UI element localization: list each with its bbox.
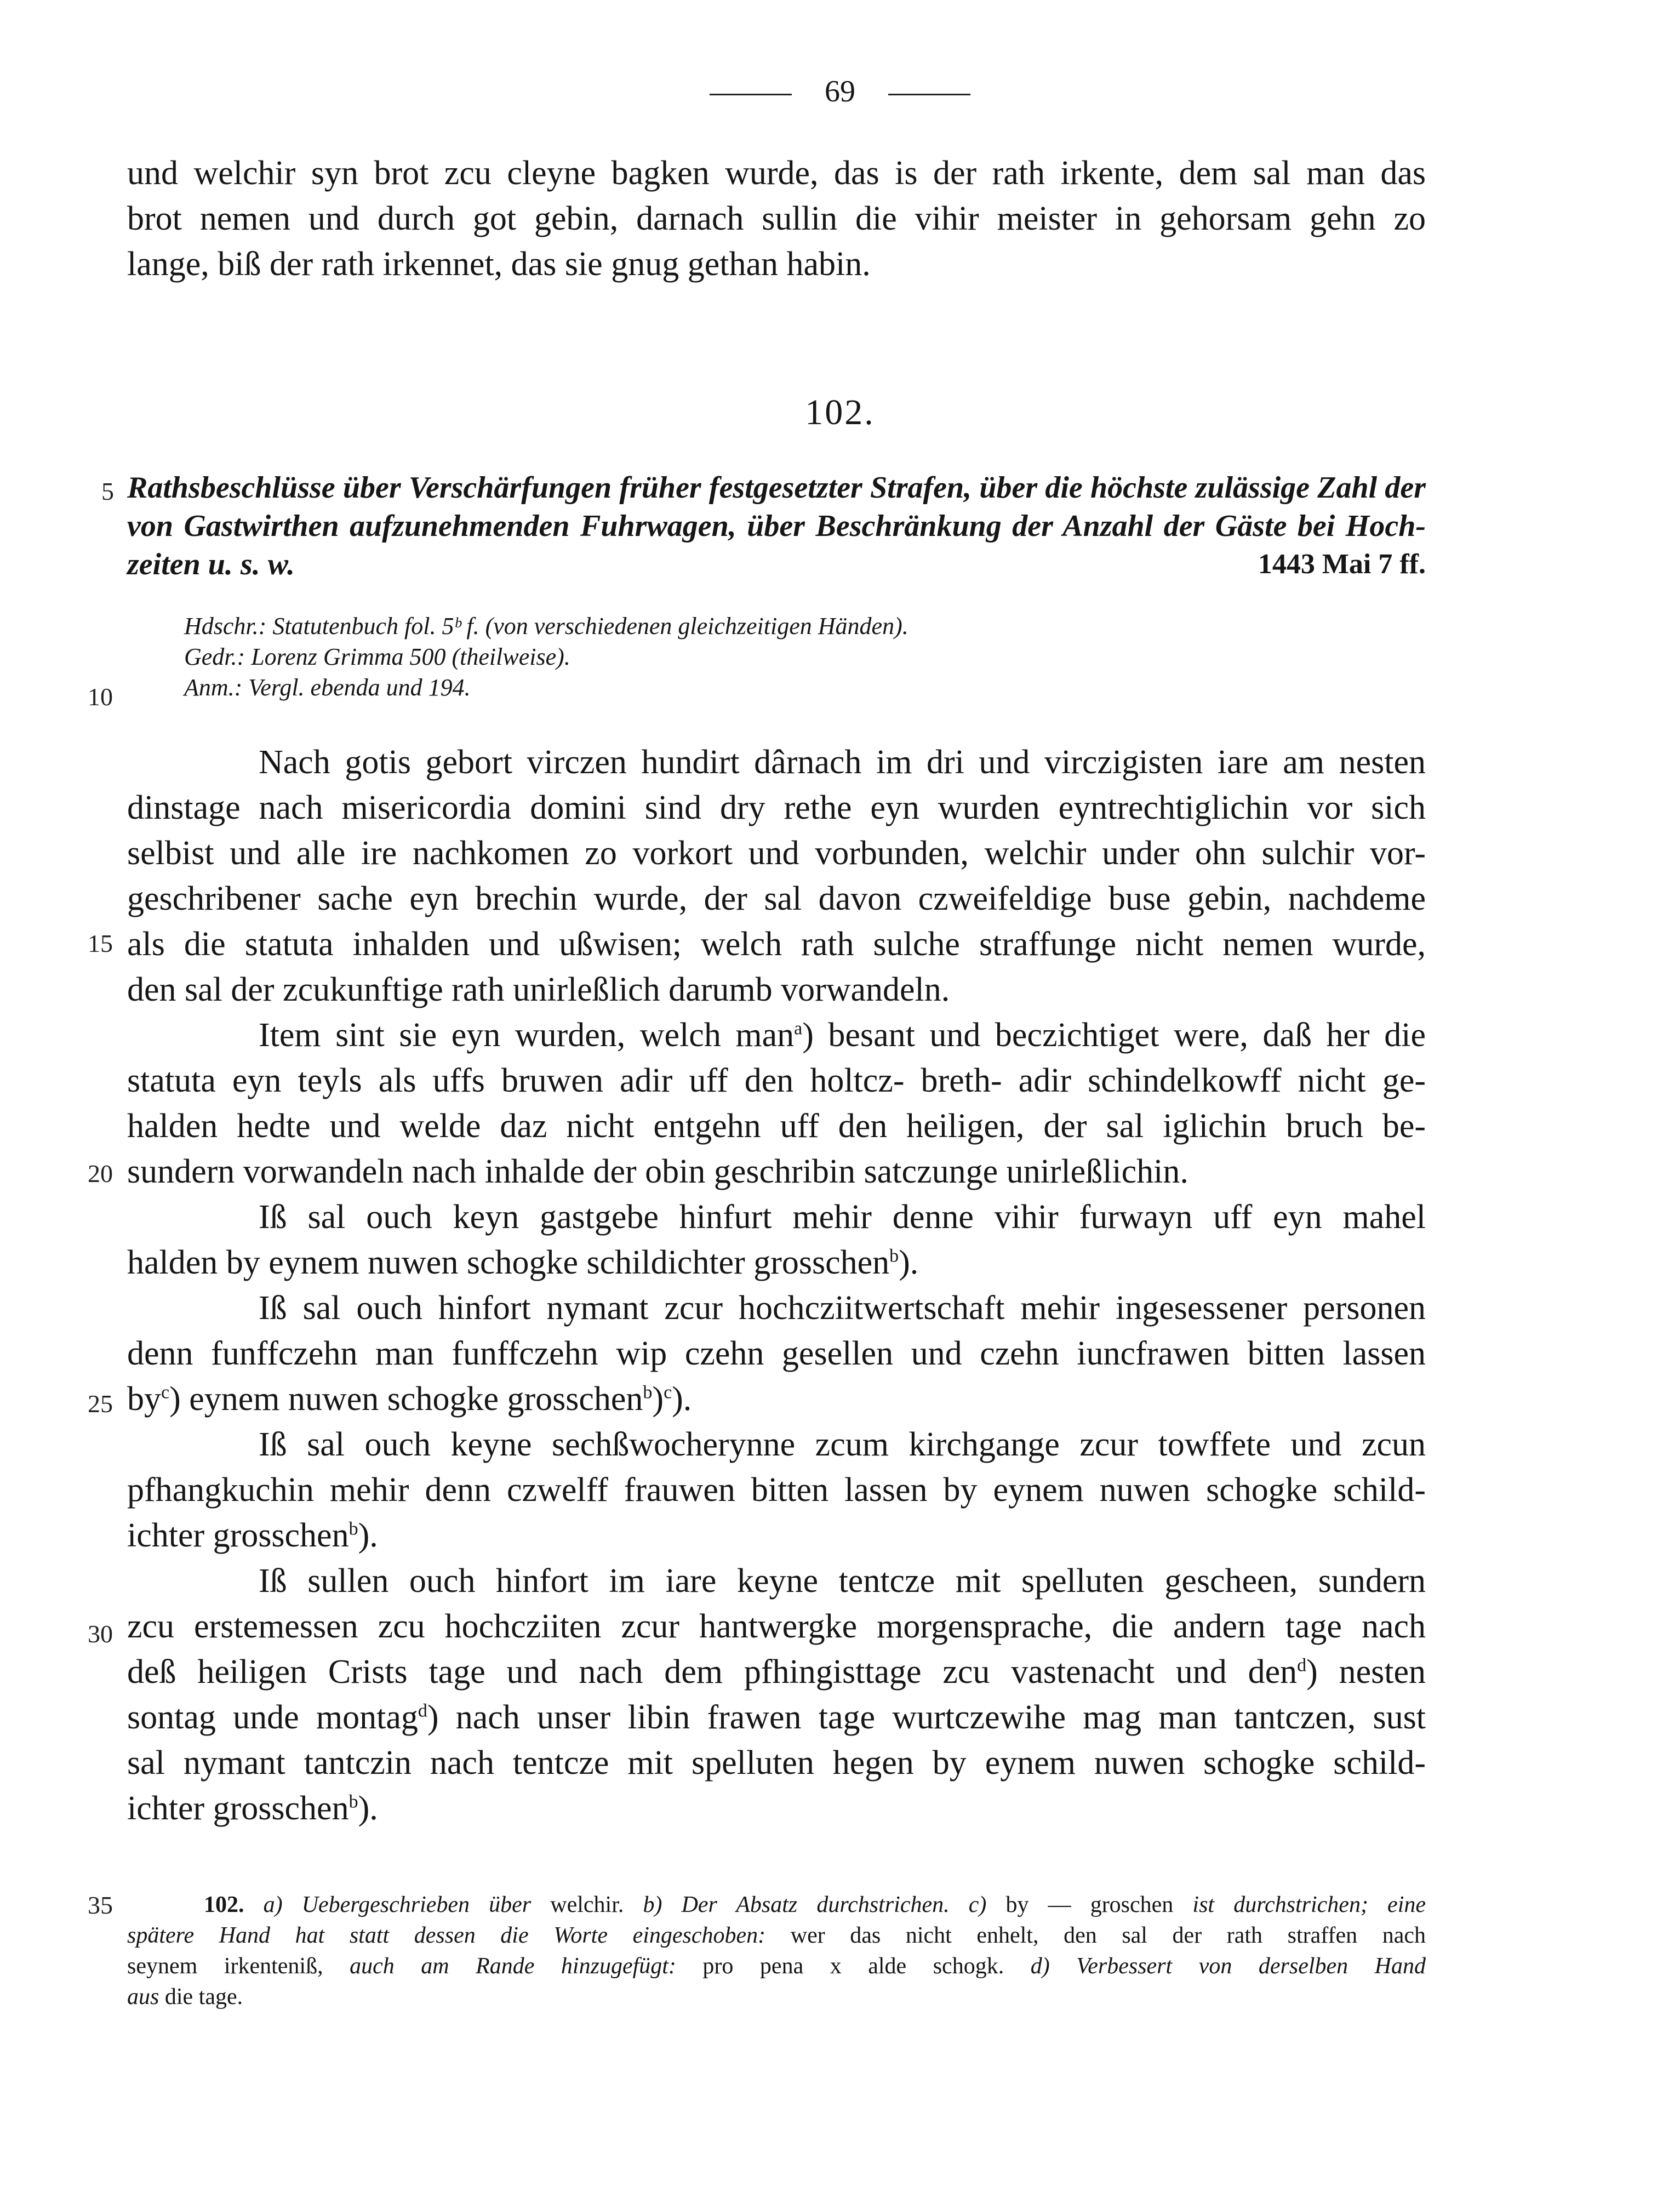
footnote-c-text: ist durchstrichen; eine [1192,1892,1426,1917]
text-line: geschribener sache eyn brechin wurde, der sal davon czweifeldige buse gebin, nachdeme [127,880,1426,917]
footnote-mark: c [664,1382,672,1403]
footnote-mark: b [348,1518,358,1539]
text-line: lange, biß der rath irkennet, das sie gnug gethan habin. [127,246,871,283]
regest-line: von Gastwirthen aufzunehmenden Fuhrwagen, über Beschränkung der Anzahl der Gäste bei Hoch- [127,509,1426,543]
document-body [127,740,1426,1831]
text-line: sal nymant tantczin nach tentcze mit spelluten hegen by eynem nuwen schogke schild- [127,1744,1426,1782]
text-line: zcu erstemessen zcu hochcziiten zcur hantwergke morgensprache, die andern tage nach [127,1608,1426,1645]
text-run: ichter grosschen [127,1790,349,1827]
regest-date: 1443 Mai 7 ff. [1258,549,1426,580]
footnote-word: pro pena x alde schogk. [702,1954,1004,1979]
text-run: ) eynem nuwen schogke grosschen [169,1380,643,1418]
text-line: pfhangkuchin mehir denn czwelff frauwen bitten lassen by eynem nuwen schogke schild- [127,1471,1426,1509]
header-rule-right [888,94,970,95]
text-line: Iß sullen ouch hinfort im iare keyne tentcze mit spelluten gescheen, sundern [259,1562,1426,1600]
footnote-mark: b [643,1382,653,1403]
text-line: denn funffczehn man funffczehn wip czehn gesellen und czehn iuncfrawen bitten lassen [127,1335,1426,1372]
footnote-line [127,1889,1426,1920]
footnote-mark: c [161,1382,170,1403]
source-remark: Anm.: Vergl. ebenda und 194. [184,674,471,701]
source-printed: Gedr.: Lorenz Grimma 500 (theilweise). [184,643,570,670]
header-rule-left [710,94,792,95]
text-line: statuta eyn teyls als uffs bruwen adir uff den holtcz- breth- adir schindelkowff nicht ge- [127,1062,1426,1099]
footnote-word: seynem irkenteniß, [127,1954,323,1979]
footnote-word: by — groschen [1005,1892,1174,1917]
text-run: by [127,1380,161,1418]
footnote-a: a) Uebergeschrieben über [263,1892,532,1917]
page-header [0,74,1680,109]
text-line [127,1240,1426,1286]
text-line: den sal der zcukunftige rath unirleßlich darumb vorwandeln. [127,971,950,1008]
line-number: 15 [88,929,113,957]
text-run: ). [899,1244,919,1281]
footnote-line [127,1982,1426,2012]
text-line: Iß sal ouch hinfort nymant zcur hochcziitwertschaft mehir ingesessener personen [259,1289,1426,1327]
footnote-mark: a [794,1018,803,1039]
text-line: als die statuta inhalden und ußwisen; welch rath sulche straffunge nicht nemen wurde, [127,926,1426,963]
text-line [127,1786,1426,1831]
text-line: selbist und alle ire nachkomen zo vorkort und vorbunden, welchir under ohn sulchir vor- [127,835,1426,872]
line-number: 20 [88,1160,113,1188]
footnote-word: die tage. [164,1984,243,2009]
footnote-c-text: auch am Rande hinzugefügt: [350,1954,676,1979]
continuation-text [127,151,1426,287]
text-run: ) [652,1380,664,1418]
text-line: und welchir syn brot zcu cleyne bagken wurde, das is der rath irkente, dem sal man das [127,155,1426,192]
line-number: 35 [88,1891,113,1919]
text-line: sundern vorwandeln nach inhalde der obin geschribin satczunge unirleßlichin. [127,1153,1188,1190]
document-number: 102. [805,392,875,432]
footnote-doc-number: 102. [204,1892,244,1917]
regest-line: zeiten u. s. w. [127,547,295,581]
text-run: Item sint sie eyn wurden, welch man [259,1017,795,1054]
footnote-b: b) Der Absatz durchstrichen. [643,1892,950,1917]
footnote-line [127,1951,1426,1982]
text-line [127,1013,1426,1058]
footnotes [127,1889,1426,2012]
text-line [127,1695,1426,1740]
text-line: Iß sal ouch keyne sechßwocherynne zcum kirchgange zcur towffete und zcun [259,1426,1426,1463]
line-number: 30 [88,1620,113,1648]
text-run: ). [358,1790,378,1827]
footnote-mark: b [889,1246,899,1266]
source-notes [184,611,908,703]
regest-line: Rathsbeschlüsse über Verschärfungen früher festgesetzter Strafen, über die höchste zulässige Zahl der [127,471,1426,505]
text-run: ) besant und beczichtiget were, daß her die [802,1017,1426,1054]
text-line [127,1377,1426,1422]
text-line [127,1513,1426,1558]
text-line: halden hedte und welde daz nicht entgehn uff den heiligen, der sal iglichin bruch be- [127,1107,1426,1145]
text-run: ichter grosschen [127,1517,349,1554]
text-line: Nach gotis gebort virczen hundirt dârnach im dri und virczigisten iare am nesten [259,744,1426,781]
footnote-mark: d [1297,1655,1307,1676]
line-number: 10 [88,683,113,711]
regest [127,469,1426,584]
line-number: 25 [88,1390,113,1418]
footnote-c-text: spätere Hand hat statt dessen die Worte eingeschoben: [127,1923,766,1948]
text-run: sontag unde montag [127,1699,418,1736]
text-line [127,1649,1426,1695]
footnote-mark: b [348,1791,358,1812]
footnote-c-label: c) [968,1892,987,1917]
text-line: dinstage nach misericordia domini sind dry rethe eyn wurden eyntrechtiglichin vor sich [127,789,1426,826]
line-number: 5 [101,477,114,505]
footnote-d-text: aus [127,1984,159,2009]
text-run: ). [672,1380,692,1418]
text-line: brot nemen und durch got gebin, darnach sullin die vihir meister in gehorsam gehn zo [127,200,1426,237]
footnote-word: welchir. [550,1892,624,1917]
source-manuscript: Hdschr.: Statutenbuch fol. 5ᵇ f. (von verschiedenen gleichzeitigen Händen). [184,613,908,640]
footnote-line [127,1920,1426,1951]
footnote-d: d) Verbessert von derselben Hand [1030,1954,1426,1979]
footnote-word: wer das nicht enhelt, den sal der rath straffen nach [790,1923,1426,1948]
text-run: halden by eynem nuwen schogke schildichter grosschen [127,1244,890,1281]
text-run: ). [358,1517,378,1554]
text-run: deß heiligen Crists tage und nach dem pfhingisttage zcu vastenacht und den [127,1653,1298,1691]
text-run: ) nesten [1306,1653,1426,1691]
footnote-mark: d [418,1700,427,1721]
page-number: 69 [825,75,855,109]
text-run: ) nach unser libin frawen tage wurtczewihe mag man tantczen, sust [427,1699,1426,1736]
text-line: Iß sal ouch keyn gastgebe hinfurt mehir denne vihir furwayn uff eyn mahel [259,1198,1426,1236]
